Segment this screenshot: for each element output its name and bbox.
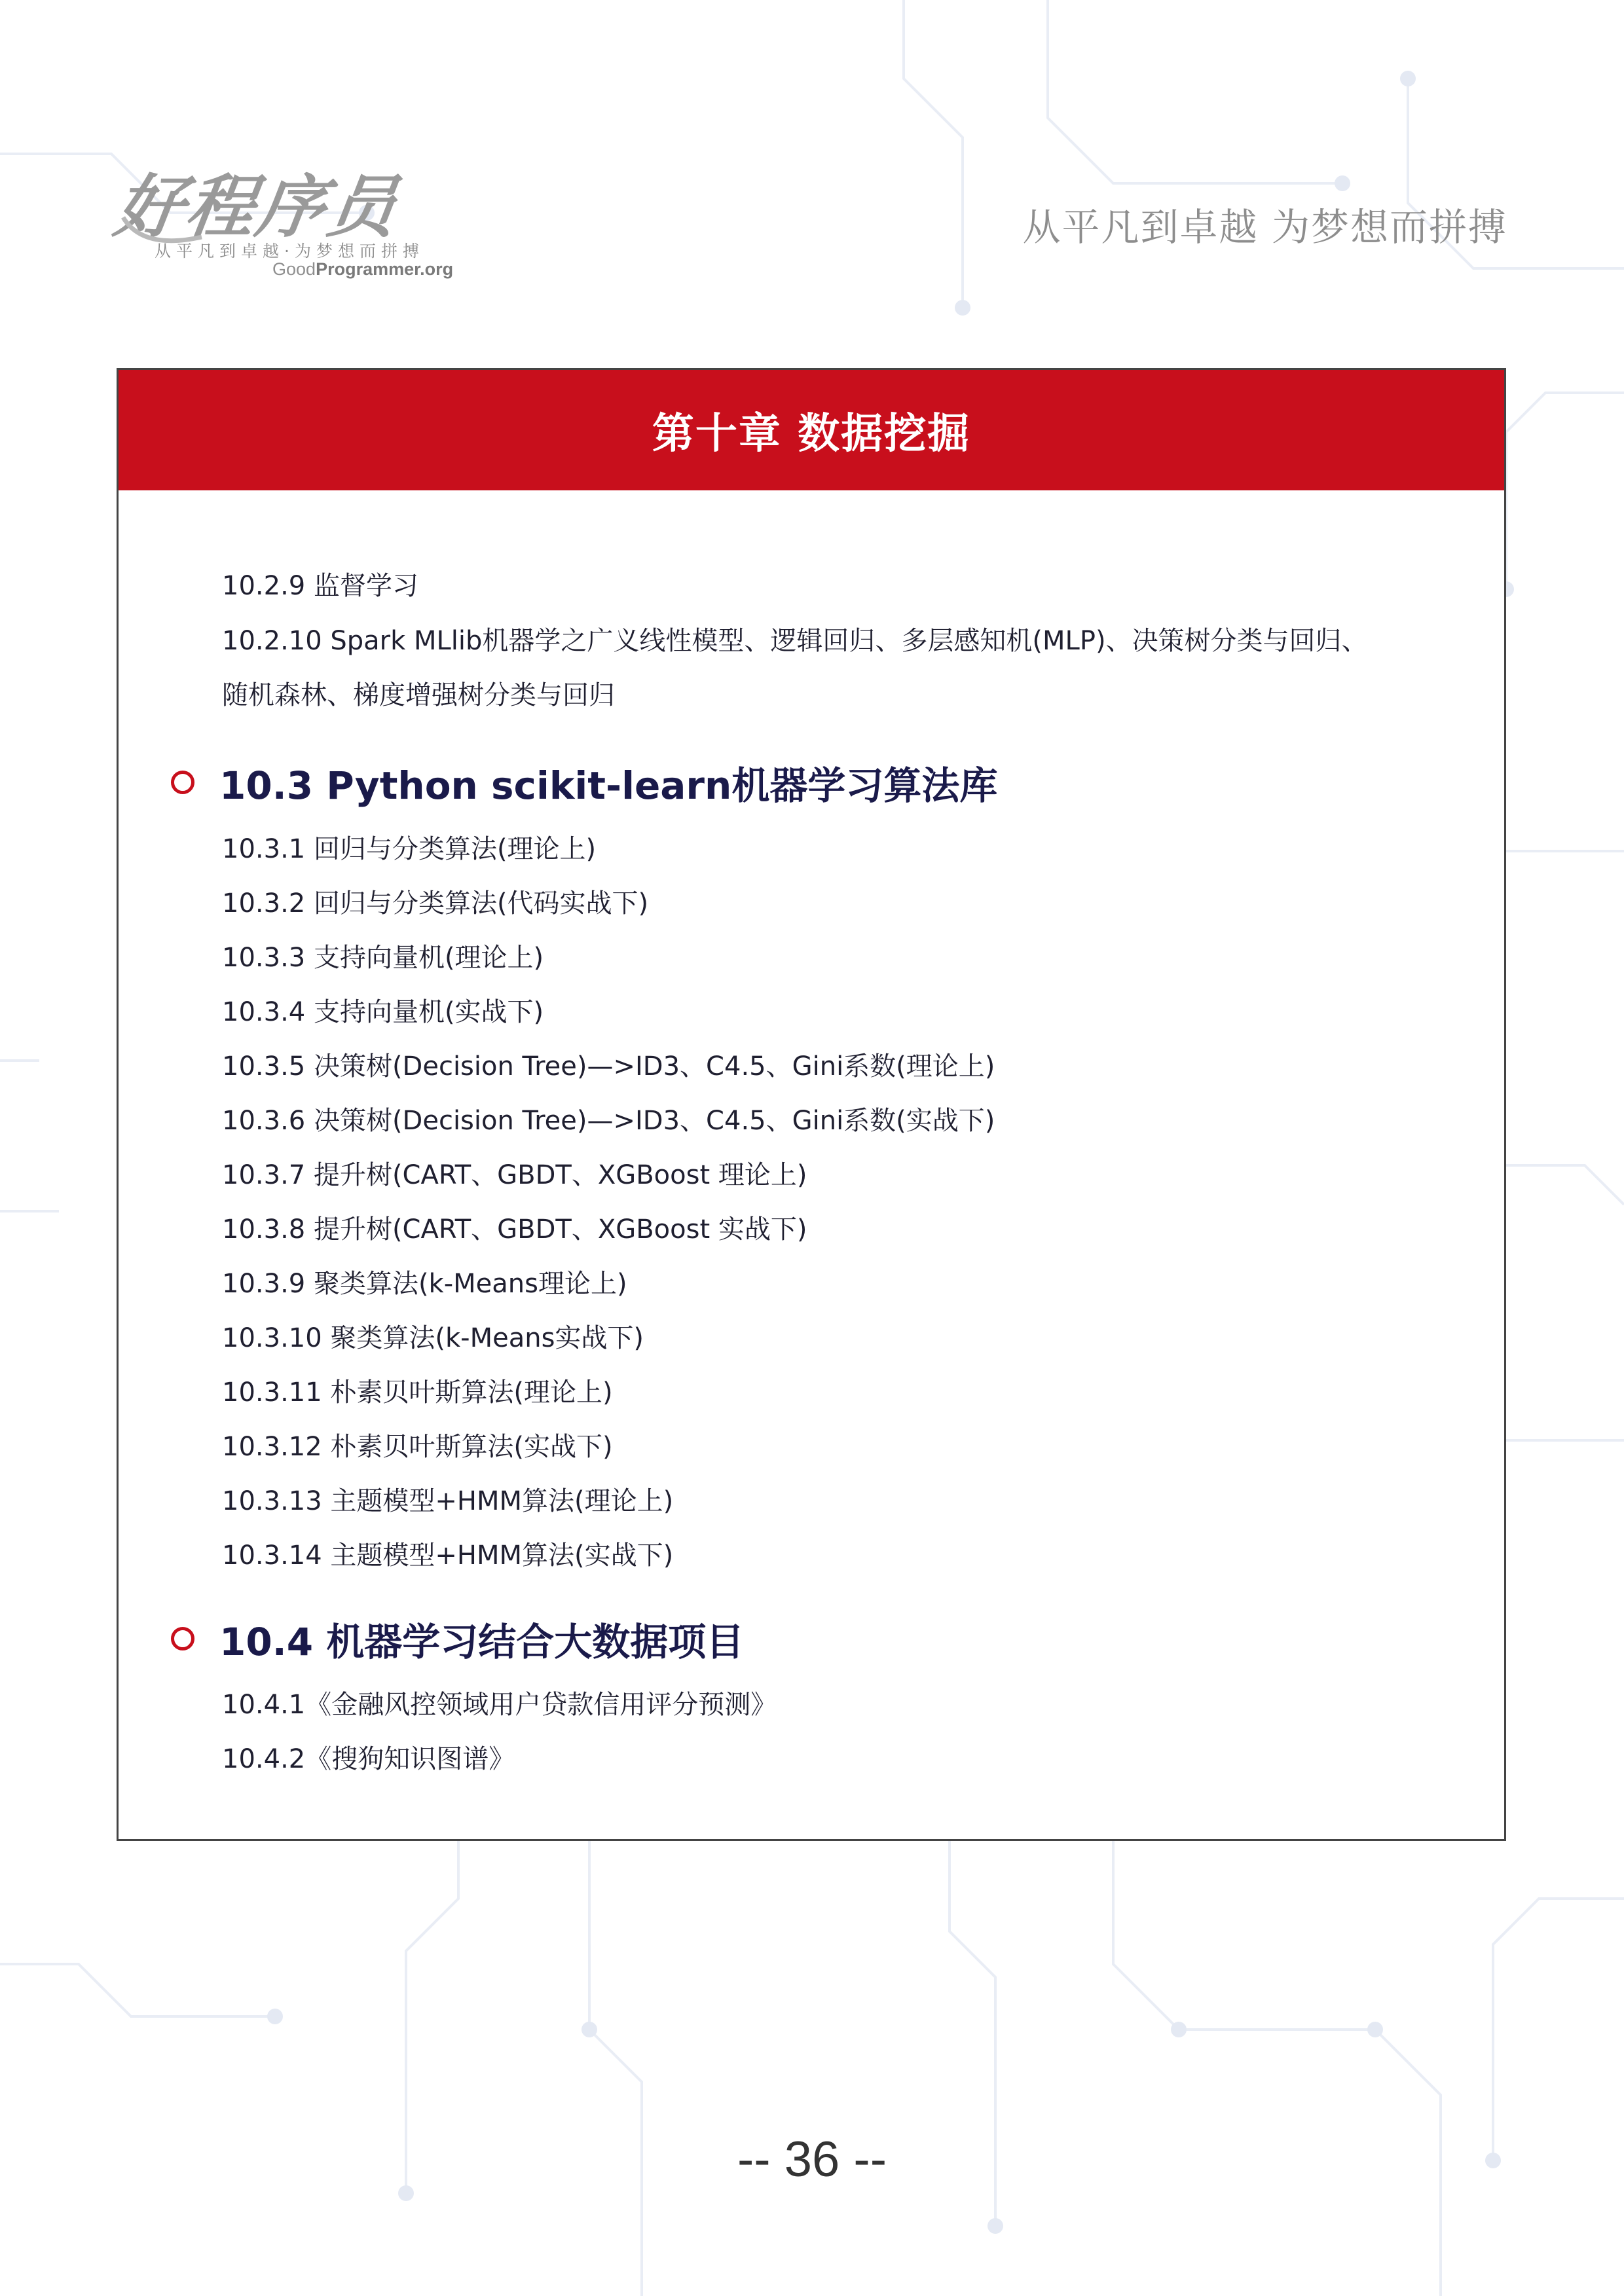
logo-slogan: 从平凡到卓越·为梦想而拼搏: [155, 242, 424, 261]
toc-item[interactable]: 10.4.1《金融风控领域用户贷款信用评分预测》: [222, 1690, 777, 1720]
logo-domain-prefix: Good: [272, 259, 316, 279]
logo-wordmark: 好程序员: [110, 167, 405, 247]
chapter-title: 第十章 数据挖掘: [652, 410, 971, 458]
toc-item[interactable]: 10.3.6 决策树(Decision Tree)—>ID3、C4.5、Gini系数(实战下): [222, 1106, 995, 1136]
toc-item[interactable]: 10.2.10 Spark MLlib机器学之广义线性模型、逻辑回归、多层感知机(MLP)、决策树分类与回归、: [222, 626, 1368, 656]
section-heading[interactable]: [171, 1611, 744, 1666]
toc-item[interactable]: 10.3.3 支持向量机(理论上): [222, 943, 544, 973]
logo-domain-suffix: Programmer.org: [316, 259, 454, 279]
toc-item: 随机森林、梯度增强树分类与回归: [222, 680, 615, 710]
chapter-card: [117, 368, 1506, 1841]
section-title: 10.4 机器学习结合大数据项目: [219, 1620, 745, 1664]
section-title: 10.3 Python scikit-learn机器学习算法库: [219, 763, 998, 808]
toc-item[interactable]: 10.4.2《搜狗知识图谱》: [222, 1744, 515, 1774]
header-slogan: 从平凡到卓越 为梦想而拼搏: [1022, 205, 1507, 249]
toc-item[interactable]: 10.3.14 主题模型+HMM算法(实战下): [222, 1540, 674, 1571]
circle-bullet-icon: [171, 1627, 194, 1650]
toc-item[interactable]: 10.2.9 监督学习: [222, 571, 418, 601]
toc-item[interactable]: 10.3.1 回归与分类算法(理论上): [222, 834, 597, 864]
section-heading[interactable]: [171, 755, 997, 810]
brand-logo[interactable]: [110, 152, 457, 283]
logo-domain: [272, 259, 453, 280]
toc-item[interactable]: 10.3.7 提升树(CART、GBDT、XGBoost 理论上): [222, 1160, 807, 1190]
toc-item[interactable]: 10.3.9 聚类算法(k-Means理论上): [222, 1269, 627, 1299]
toc-item[interactable]: 10.3.10 聚类算法(k-Means实战下): [222, 1323, 644, 1353]
toc-item[interactable]: 10.3.8 提升树(CART、GBDT、XGBoost 实战下): [222, 1214, 807, 1245]
toc-item[interactable]: 10.3.13 主题模型+HMM算法(理论上): [222, 1486, 674, 1516]
toc-item[interactable]: 10.3.11 朴素贝叶斯算法(理论上): [222, 1377, 613, 1408]
page-number: -- 36 --: [737, 2132, 887, 2187]
toc-item[interactable]: 10.3.4 支持向量机(实战下): [222, 997, 544, 1027]
circle-bullet-icon: [171, 771, 194, 794]
toc-item[interactable]: 10.3.5 决策树(Decision Tree)—>ID3、C4.5、Gini系数(理论上): [222, 1051, 995, 1082]
toc-item[interactable]: 10.3.12 朴素贝叶斯算法(实战下): [222, 1432, 613, 1462]
chapter-banner: [119, 370, 1504, 490]
toc-item[interactable]: 10.3.2 回归与分类算法(代码实战下): [222, 888, 649, 919]
